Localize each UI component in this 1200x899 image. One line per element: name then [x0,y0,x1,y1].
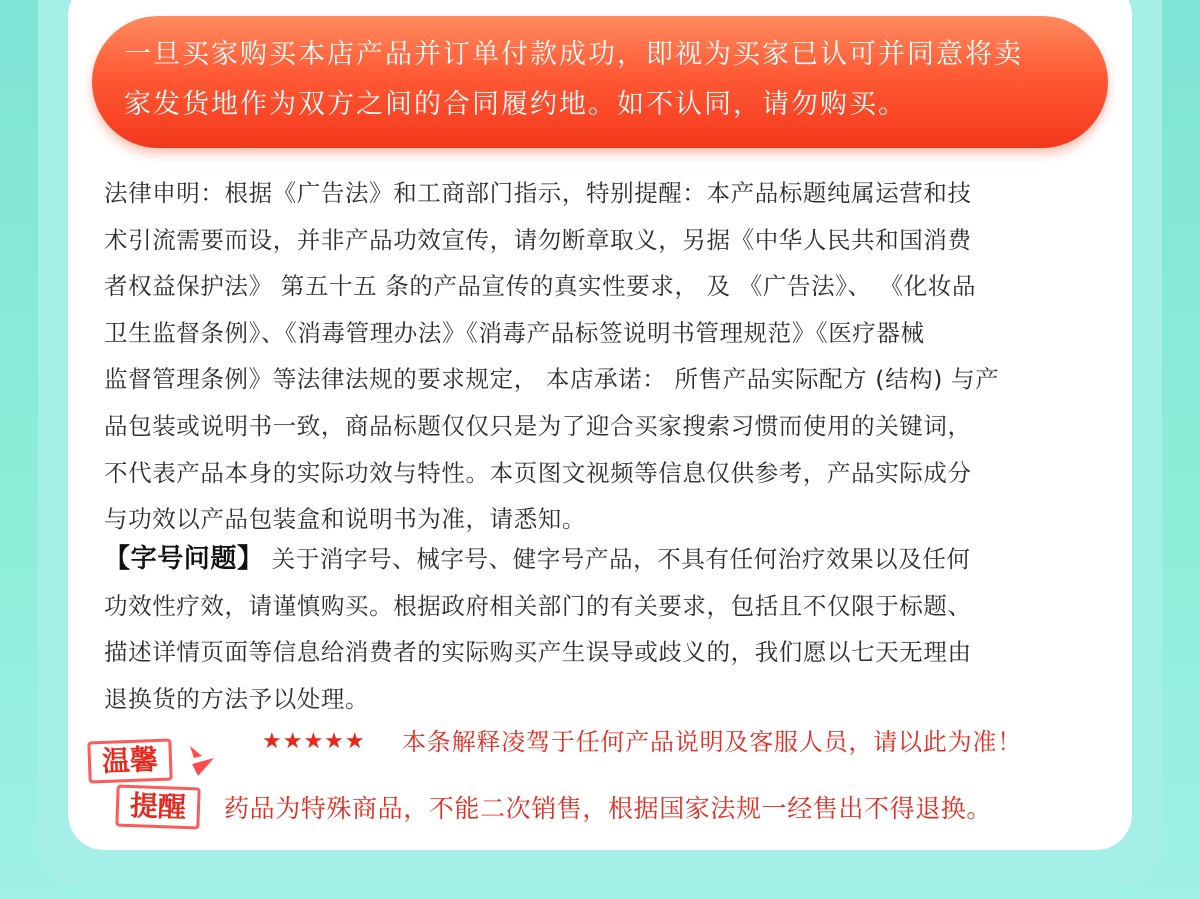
notice-line-1: 本条解释凌驾于任何产品说明及客服人员，请以此为准！ [402,728,1022,756]
legal-line: 者权益保护法》 第五十五 条的产品宣传的真实性要求， 及 《广告法》、 《化妆品 [104,272,977,301]
legal-line: 术引流需要而设，并非产品功效宣传，请勿断章取义，另据《中华人民共和国消费 [104,225,972,254]
legal-line: 与功效以产品包装盒和说明书为准，请悉知。 [104,505,586,534]
permit-line: 描述详情页面等信息给消费者的实际购买产生误导或歧义的，我们愿以七天无理由 [104,638,972,667]
legal-line: 法律申明：根据《广告法》和工商部门指示，特别提醒：本产品标题纯属运营和技 [104,179,972,207]
legal-line: 不代表产品本身的实际功效与特性。本页图文视频等信息仅供参考，产品实际成分 [104,458,972,487]
permit-line: 退换货的方法予以处理。 [104,684,370,713]
legal-line: 监督管理条例》等法律法规的要求规定， 本店承诺： 所售产品实际配方 (结构) 与产 [104,365,1000,394]
banner-text [124,30,1094,130]
notice-line-2: 药品为特殊商品，不能二次销售，根据国家法规一经售出不得退换。 [224,794,993,823]
badge-top: 温馨 [87,739,172,784]
legal-line: 品包装或说明书一致，商品标题仅仅只是为了迎合买家搜索习惯而使用的关键词， [104,411,972,440]
banner-line-1: 一旦买家购买本店产品并订单付款成功，即视为买家已认可并同意将卖 [124,39,1023,70]
badge-bottom: 提醒 [115,785,200,830]
permit-line: 功效性疗效，请谨慎购买。根据政府相关部门的有关要求，包括且不仅限于标题、 [104,591,972,620]
permit-line-1-text: 关于消字号、械字号、健字号产品，不具有任何治疗效果以及任何 [263,545,971,573]
warm-reminder-badge [88,740,218,832]
legal-statement [104,170,1104,543]
legal-line: 卫生监督条例》、《消毒管理办法》《消毒产品标签说明书管理规范》《医疗器械 [104,318,925,347]
banner-line-2: 家发货地作为双方之间的合同履约地。如不认同，请勿购买。 [124,89,907,120]
alert-accent-icon [188,744,218,778]
permit-section [104,536,1104,722]
permit-title: 【字号问题】 [104,544,264,574]
permit-first-line [104,536,1104,583]
star-rating-icon: ★★★★★ [262,729,366,754]
